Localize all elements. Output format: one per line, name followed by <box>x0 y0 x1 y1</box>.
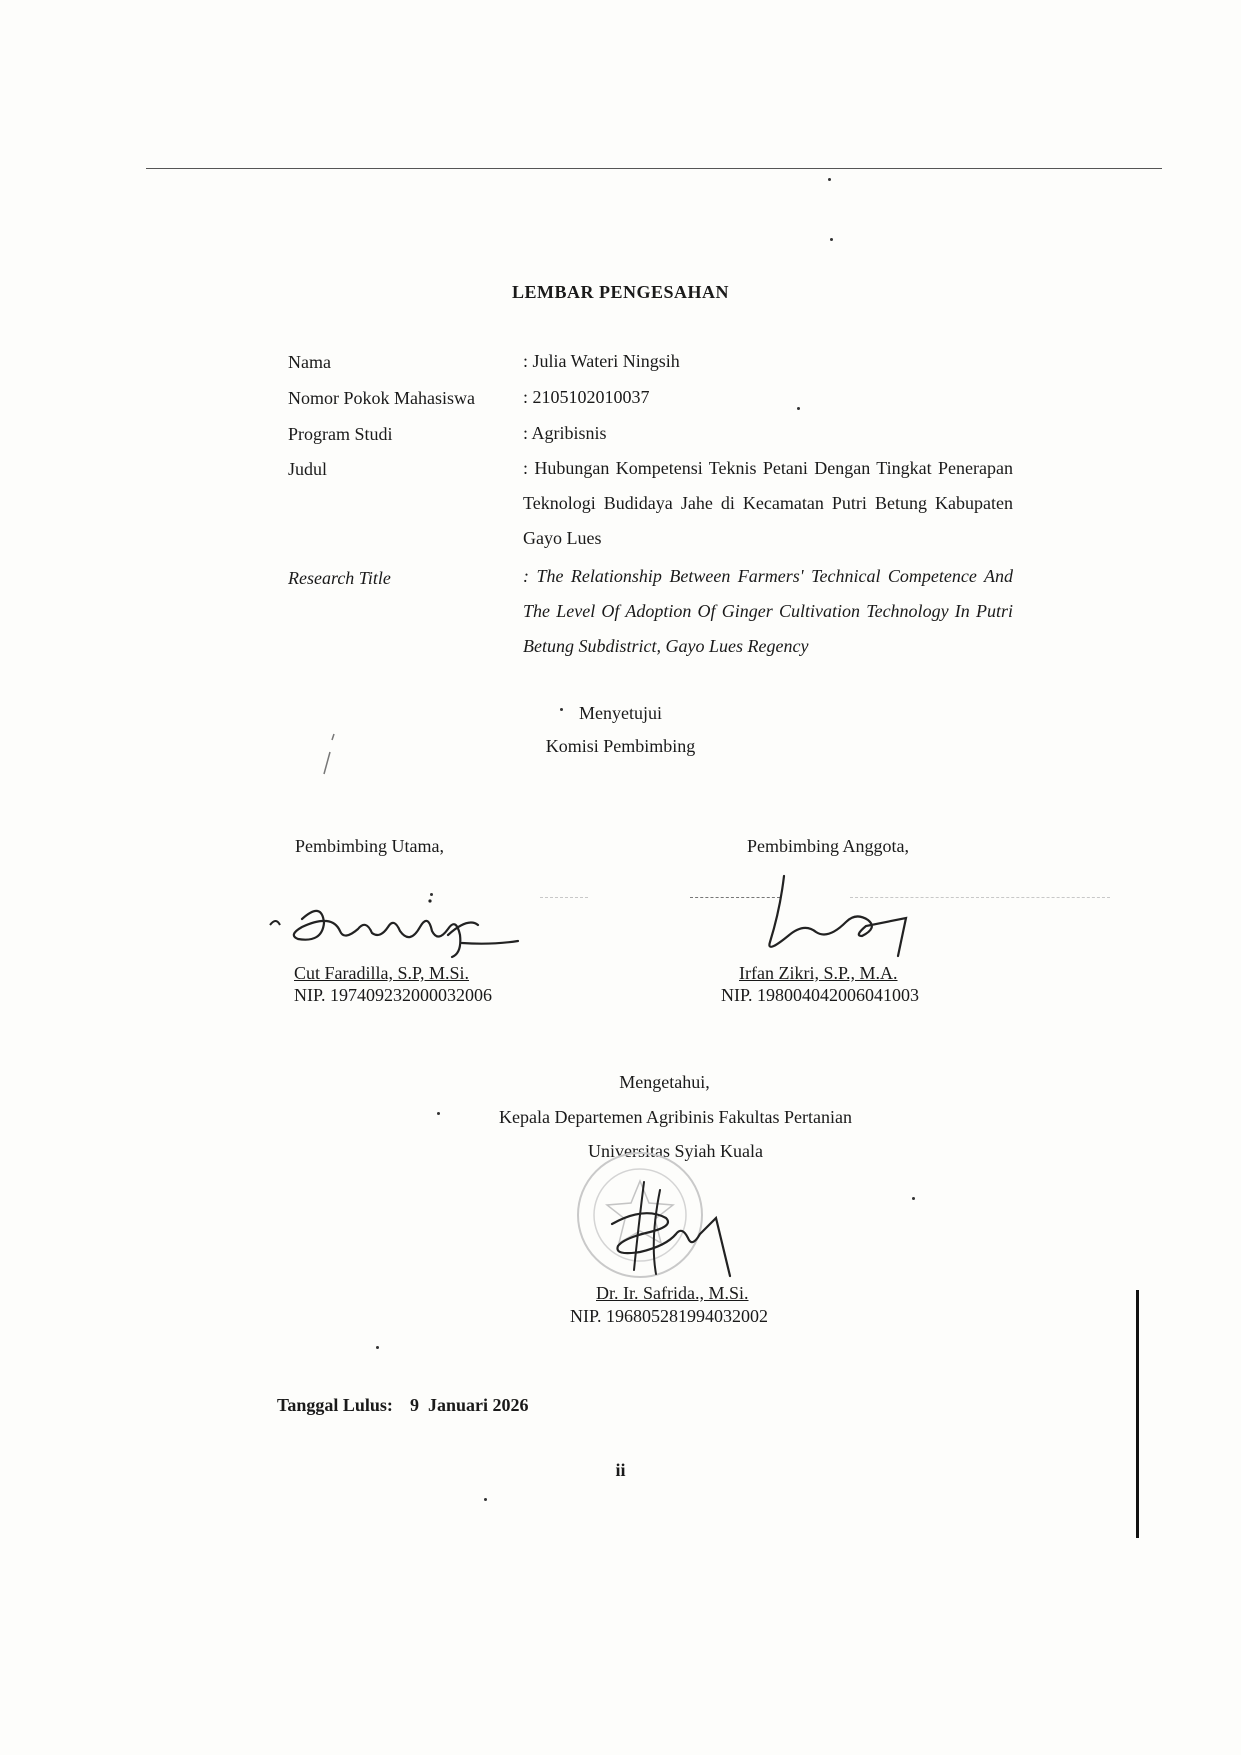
member-supervisor-nip: NIP. 198004042006041003 <box>721 985 920 1005</box>
scan-speck <box>484 1498 487 1501</box>
prodi-label: Program Studi <box>288 424 393 444</box>
scan-speck <box>912 1197 915 1200</box>
nama-label: Nama <box>288 352 331 372</box>
npm-label: Nomor Pokok Mahasiswa <box>288 388 475 408</box>
acknowledged-line2: Kepala Departemen Agribinis Fakultas Pertanian <box>499 1107 852 1127</box>
page-title: LEMBAR PENGESAHAN <box>511 282 730 302</box>
acknowledged-line1: Mengetahui, <box>619 1072 710 1092</box>
scan-speck <box>828 178 831 181</box>
scan-dashes <box>540 897 588 899</box>
judul-value: : Hubungan Kompetensi Teknis Petani Dengan Tingkat Penerapan Teknologi Budidaya Jahe di Kecamatan Putri Betung Kabupaten Gayo Lues <box>523 458 1013 548</box>
member-supervisor-signature <box>758 870 918 960</box>
scan-speck <box>830 238 833 241</box>
scan-edge-line <box>1136 1290 1139 1538</box>
acknowledged-line3: Universitas Syiah Kuala <box>588 1141 763 1161</box>
member-supervisor-name: Irfan Zikri, S.P., M.A. <box>739 963 898 983</box>
npm-value: : 2105102010037 <box>523 387 650 407</box>
approval-line1: Menyetujui <box>579 703 662 723</box>
main-supervisor-signature <box>262 895 522 965</box>
prodi-value: : Agribisnis <box>523 423 607 443</box>
department-head-signature <box>604 1180 744 1280</box>
header-rule <box>146 168 1162 169</box>
department-head-nip: NIP. 196805281994032002 <box>570 1306 769 1326</box>
main-supervisor-nip: NIP. 197409232000032006 <box>294 985 493 1005</box>
department-head-name: Dr. Ir. Safrida., M.Si. <box>596 1283 749 1303</box>
research-title-label: Research Title <box>288 568 391 588</box>
nama-value: : Julia Wateri Ningsih <box>523 351 680 371</box>
judul-label: Judul <box>288 459 328 479</box>
research-title-value: : The Relationship Between Farmers' Technical Competence And The Level Of Adoption Of Ginger Cultivation Technology In Putri Betung Subdistrict, Gayo Lues Regency <box>523 566 1013 656</box>
main-supervisor-name: Cut Faradilla, S.P, M.Si. <box>294 963 470 983</box>
graduation-date-label: Tanggal Lulus: <box>277 1395 393 1415</box>
approval-line2: Komisi Pembimbing <box>545 736 696 756</box>
main-supervisor-role: Pembimbing Utama, <box>295 836 444 856</box>
graduation-date-value: 9 Januari 2026 <box>410 1395 529 1415</box>
member-supervisor-role: Pembimbing Anggota, <box>747 836 909 856</box>
scan-speck <box>376 1346 379 1349</box>
page-number: ii <box>615 1460 626 1480</box>
